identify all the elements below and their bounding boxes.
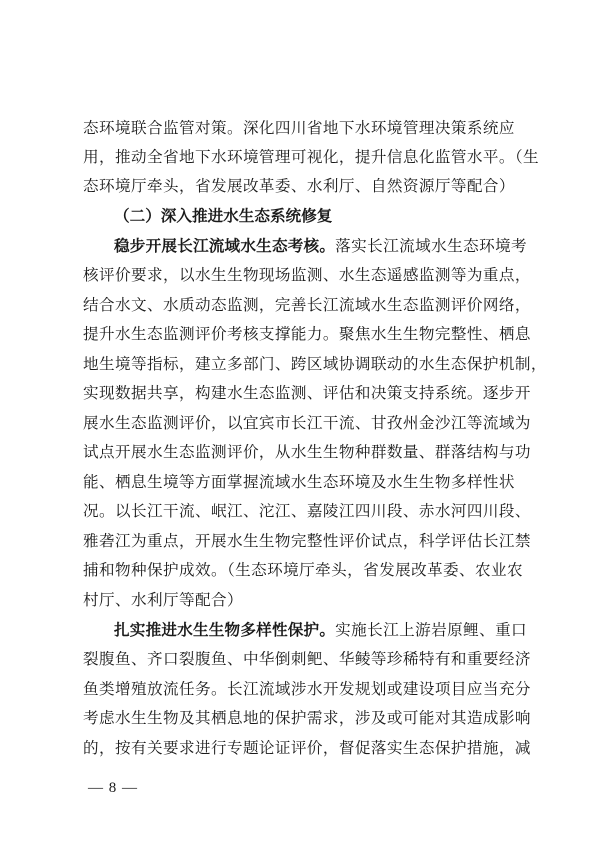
paragraph-text: 落实长江流域水生态环境考 [335, 237, 528, 255]
paragraph-bold-lead: 扎实推进水生生物多样性保护。 [114, 621, 336, 639]
text-line: 的，按有关要求进行专题论证评价，督促落实生态保护措施，减 [83, 739, 531, 757]
text-line: 态环境联合监管对策。深化四川省地下水环境管理决策系统应 [83, 119, 515, 137]
text-line: 展水生态监测评价，以宜宾市长江干流、甘孜州金沙江等流域为 [83, 414, 531, 432]
text-line: 雅砻江为重点，开展水生生物完整性评价试点，科学评估长江禁 [83, 532, 531, 550]
paragraph-bold-lead: 稳步开展长江流域水生态考核。 [114, 237, 336, 255]
paragraph-first-line [114, 236, 528, 256]
page-number: — 8 — [88, 780, 138, 796]
text-line: 裂腹鱼、齐口裂腹鱼、中华倒刺鲃、华鲮等珍稀特有和重要经济 [83, 650, 531, 668]
text-line: 地生境等指标，建立多部门、跨区域协调联动的水生态保护机制， [83, 355, 547, 373]
text-line: 提升水生态监测评价考核支撑能力。聚焦水生生物完整性、栖息 [83, 325, 531, 343]
section-heading: （二）深入推进水生态系统修复 [114, 207, 333, 225]
paragraph-first-line [114, 620, 528, 640]
text-line: 用，推动全省地下水环境管理可视化，提升信息化监管水平。（生 [83, 148, 540, 166]
text-line: 核评价要求，以水生生物现场监测、水生态遥感监测等为重点， [83, 266, 531, 284]
text-line: 村厅、水利厅等配合） [83, 591, 243, 609]
paragraph-text: 实施长江上游岩原鲤、重口 [335, 621, 528, 639]
text-line: 试点开展水生态监测评价，从水生生物种群数量、群落结构与功 [83, 443, 531, 461]
text-line: 态环境厅牵头，省发展改革委、水利厅、自然资源厅等配合） [83, 177, 515, 195]
text-line: 考虑水生生物及其栖息地的保护需求，涉及或可能对其造成影响 [83, 709, 531, 727]
text-line: 鱼类增殖放流任务。长江流域涉水开发规划或建设项目应当充分 [83, 680, 531, 698]
text-line: 况。以长江干流、岷江、沱江、嘉陵江四川段、赤水河四川段、 [83, 502, 531, 520]
text-line: 结合水文、水质动态监测，完善长江流域水生态监测评价网络， [83, 296, 531, 314]
text-line: 实现数据共享，构建水生态监测、评估和决策支持系统。逐步开 [83, 384, 531, 402]
text-line: 能、栖息生境等方面掌握流域水生态环境及水生生物多样性状 [83, 473, 515, 491]
text-line: 捕和物种保护成效。（生态环境厅牵头，省发展改革委、农业农 [83, 561, 524, 579]
